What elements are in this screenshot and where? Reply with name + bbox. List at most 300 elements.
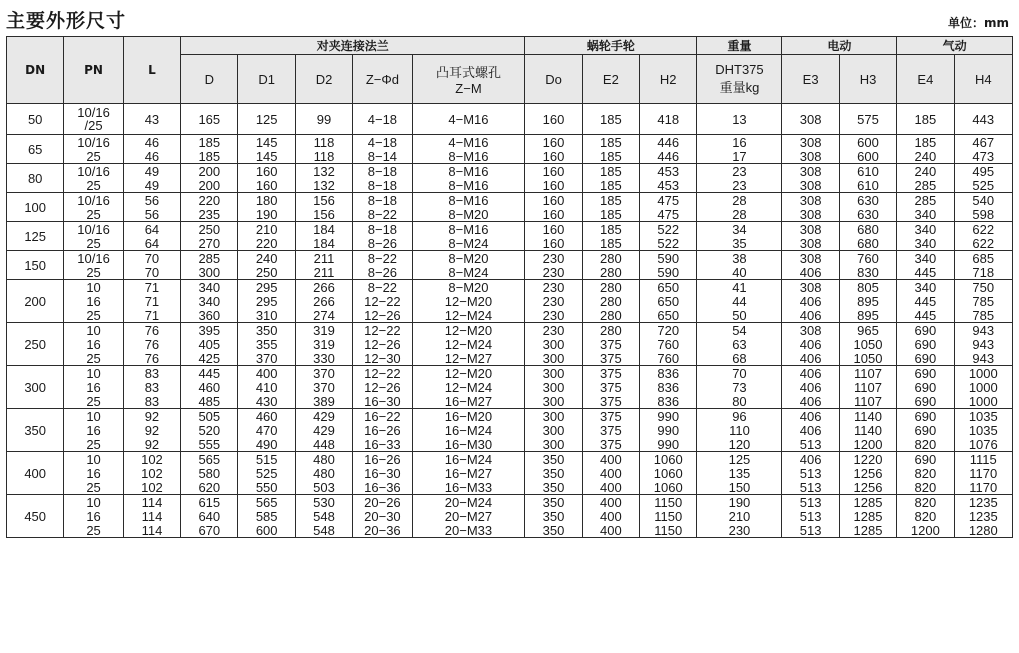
cell-zm: 8−M16 [412, 222, 525, 237]
cell-do: 300 [525, 380, 582, 394]
cell-h3: 895 [839, 308, 896, 323]
cell-pn: 16 [64, 509, 123, 523]
table-row [7, 294, 1013, 308]
cell-e4: 240 [897, 164, 954, 179]
cell-e4: 690 [897, 409, 954, 424]
cell-l: 56 [123, 207, 180, 222]
table-row [7, 222, 1013, 237]
cell-w: 35 [697, 236, 782, 251]
cell-e4: 185 [897, 135, 954, 150]
cell-pn: 10/16 [64, 164, 123, 179]
cell-e3: 406 [782, 394, 839, 409]
cell-d: 200 [181, 164, 238, 179]
cell-e3: 308 [782, 323, 839, 338]
cell-pn: 10/16 /25 [64, 104, 123, 135]
cell-zphid: 12−22 [353, 294, 412, 308]
table-row [7, 308, 1013, 323]
cell-h3: 1050 [839, 351, 896, 366]
cell-do: 350 [525, 452, 582, 467]
cell-d2: 530 [295, 495, 352, 510]
cell-h3: 1140 [839, 423, 896, 437]
cell-e2: 375 [582, 423, 639, 437]
cell-d: 565 [181, 452, 238, 467]
cell-do: 160 [525, 149, 582, 164]
cell-e3: 308 [782, 207, 839, 222]
cell-e2: 375 [582, 351, 639, 366]
table-row [7, 366, 1013, 381]
table-row [7, 523, 1013, 538]
cell-d2: 429 [295, 409, 352, 424]
cell-d2: 132 [295, 164, 352, 179]
cell-h4: 1000 [954, 394, 1012, 409]
cell-e2: 375 [582, 437, 639, 452]
header-group-flange: 对夹连接法兰 [181, 37, 525, 55]
cell-e2: 400 [582, 495, 639, 510]
cell-pn: 16 [64, 337, 123, 351]
cell-l: 83 [123, 380, 180, 394]
cell-zm: 12−M24 [412, 337, 525, 351]
cell-zphid: 16−36 [353, 480, 412, 495]
cell-dn: 80 [7, 164, 64, 193]
cell-d: 460 [181, 380, 238, 394]
cell-zphid: 16−26 [353, 452, 412, 467]
cell-w: 16 [697, 135, 782, 150]
cell-d2: 480 [295, 466, 352, 480]
cell-h3: 1220 [839, 452, 896, 467]
cell-pn: 25 [64, 437, 123, 452]
cell-h4: 1235 [954, 509, 1012, 523]
cell-zm: 8−M20 [412, 251, 525, 266]
cell-d2: 184 [295, 236, 352, 251]
cell-d1: 160 [238, 178, 295, 193]
cell-zm: 16−M30 [412, 437, 525, 452]
cell-e3: 406 [782, 423, 839, 437]
header-e4: E4 [897, 55, 954, 104]
cell-h4: 443 [954, 104, 1012, 135]
cell-d: 250 [181, 222, 238, 237]
cell-w: 34 [697, 222, 782, 237]
cell-e2: 185 [582, 236, 639, 251]
cell-h3: 1107 [839, 380, 896, 394]
cell-do: 160 [525, 135, 582, 150]
cell-h3: 1140 [839, 409, 896, 424]
cell-l: 76 [123, 337, 180, 351]
cell-e3: 308 [782, 149, 839, 164]
cell-h2: 453 [640, 164, 697, 179]
header-do: Do [525, 55, 582, 104]
table-row [7, 409, 1013, 424]
cell-w: 44 [697, 294, 782, 308]
cell-e2: 185 [582, 222, 639, 237]
cell-w: 210 [697, 509, 782, 523]
cell-d1: 550 [238, 480, 295, 495]
table-row [7, 394, 1013, 409]
cell-h4: 495 [954, 164, 1012, 179]
cell-e3: 513 [782, 437, 839, 452]
cell-do: 230 [525, 308, 582, 323]
table-row [7, 452, 1013, 467]
cell-do: 300 [525, 337, 582, 351]
cell-do: 300 [525, 409, 582, 424]
cell-d2: 429 [295, 423, 352, 437]
cell-d: 200 [181, 178, 238, 193]
cell-dn: 50 [7, 104, 64, 135]
cell-h2: 1060 [640, 466, 697, 480]
cell-e2: 185 [582, 207, 639, 222]
cell-do: 350 [525, 509, 582, 523]
cell-l: 83 [123, 366, 180, 381]
cell-h4: 943 [954, 337, 1012, 351]
cell-e3: 406 [782, 380, 839, 394]
cell-l: 76 [123, 351, 180, 366]
header-d1: D1 [238, 55, 295, 104]
cell-e4: 445 [897, 308, 954, 323]
cell-e4: 340 [897, 251, 954, 266]
cell-l: 102 [123, 480, 180, 495]
cell-h3: 1107 [839, 366, 896, 381]
cell-d1: 490 [238, 437, 295, 452]
cell-e4: 1200 [897, 523, 954, 538]
cell-d1: 600 [238, 523, 295, 538]
cell-do: 160 [525, 222, 582, 237]
cell-w: 135 [697, 466, 782, 480]
cell-zm: 16−M24 [412, 452, 525, 467]
cell-e2: 280 [582, 323, 639, 338]
cell-h3: 965 [839, 323, 896, 338]
cell-d2: 156 [295, 193, 352, 208]
cell-d: 235 [181, 207, 238, 222]
cell-w: 40 [697, 265, 782, 280]
cell-h4: 943 [954, 351, 1012, 366]
cell-e4: 820 [897, 509, 954, 523]
cell-zm: 8−M16 [412, 164, 525, 179]
cell-d1: 430 [238, 394, 295, 409]
cell-e3: 406 [782, 265, 839, 280]
cell-w: 230 [697, 523, 782, 538]
table-row [7, 149, 1013, 164]
table-row [7, 178, 1013, 193]
cell-d: 220 [181, 193, 238, 208]
header-l: L [123, 37, 180, 104]
cell-l: 70 [123, 265, 180, 280]
cell-e2: 185 [582, 193, 639, 208]
cell-e2: 375 [582, 394, 639, 409]
cell-l: 76 [123, 323, 180, 338]
table-row [7, 466, 1013, 480]
cell-h2: 990 [640, 423, 697, 437]
cell-h2: 1060 [640, 480, 697, 495]
cell-e3: 308 [782, 193, 839, 208]
cell-e4: 820 [897, 466, 954, 480]
cell-zphid: 16−33 [353, 437, 412, 452]
cell-l: 43 [123, 104, 180, 135]
cell-e2: 280 [582, 294, 639, 308]
cell-pn: 16 [64, 423, 123, 437]
header-h2: H2 [640, 55, 697, 104]
cell-l: 71 [123, 280, 180, 295]
cell-d1: 295 [238, 294, 295, 308]
cell-zphid: 8−22 [353, 207, 412, 222]
cell-d: 445 [181, 366, 238, 381]
header-e3: E3 [782, 55, 839, 104]
header-group-weight: 重量 [697, 37, 782, 55]
cell-h4: 1000 [954, 380, 1012, 394]
cell-e3: 308 [782, 280, 839, 295]
cell-h4: 540 [954, 193, 1012, 208]
cell-zphid: 8−18 [353, 193, 412, 208]
cell-pn: 25 [64, 236, 123, 251]
cell-pn: 10/16 [64, 193, 123, 208]
cell-d2: 448 [295, 437, 352, 452]
table-row [7, 265, 1013, 280]
cell-pn: 10 [64, 323, 123, 338]
table-row [7, 193, 1013, 208]
cell-h3: 610 [839, 164, 896, 179]
cell-zphid: 12−26 [353, 380, 412, 394]
cell-e3: 308 [782, 104, 839, 135]
cell-h3: 1285 [839, 495, 896, 510]
cell-zm: 12−M20 [412, 323, 525, 338]
cell-h2: 446 [640, 135, 697, 150]
header-weight-line1: DHT375 [715, 62, 764, 77]
cell-zm: 20−M27 [412, 509, 525, 523]
cell-do: 230 [525, 251, 582, 266]
cell-h2: 418 [640, 104, 697, 135]
cell-w: 73 [697, 380, 782, 394]
cell-do: 160 [525, 164, 582, 179]
cell-d: 405 [181, 337, 238, 351]
cell-d: 620 [181, 480, 238, 495]
table-row [7, 104, 1013, 135]
table-row [7, 380, 1013, 394]
page-title: 主要外形尺寸 [6, 10, 127, 32]
cell-dn: 65 [7, 135, 64, 164]
cell-h3: 610 [839, 178, 896, 193]
cell-e3: 406 [782, 351, 839, 366]
cell-h2: 836 [640, 366, 697, 381]
cell-h2: 836 [640, 380, 697, 394]
cell-w: 23 [697, 178, 782, 193]
cell-e4: 285 [897, 178, 954, 193]
cell-e2: 280 [582, 251, 639, 266]
cell-d: 270 [181, 236, 238, 251]
cell-zm: 20−M33 [412, 523, 525, 538]
cell-d1: 370 [238, 351, 295, 366]
cell-h3: 600 [839, 149, 896, 164]
cell-do: 160 [525, 236, 582, 251]
cell-zphid: 12−26 [353, 308, 412, 323]
cell-h2: 650 [640, 280, 697, 295]
cell-do: 300 [525, 394, 582, 409]
cell-h3: 575 [839, 104, 896, 135]
cell-zm: 12−M27 [412, 351, 525, 366]
cell-d1: 565 [238, 495, 295, 510]
cell-zm: 8−M20 [412, 207, 525, 222]
cell-d1: 160 [238, 164, 295, 179]
cell-h2: 650 [640, 308, 697, 323]
cell-e2: 185 [582, 178, 639, 193]
cell-do: 230 [525, 265, 582, 280]
cell-d: 670 [181, 523, 238, 538]
cell-e4: 820 [897, 495, 954, 510]
cell-e4: 445 [897, 294, 954, 308]
cell-h2: 590 [640, 265, 697, 280]
cell-pn: 10 [64, 409, 123, 424]
table-row [7, 207, 1013, 222]
cell-l: 56 [123, 193, 180, 208]
cell-w: 190 [697, 495, 782, 510]
cell-d1: 400 [238, 366, 295, 381]
cell-zm: 16−M24 [412, 423, 525, 437]
table-row [7, 423, 1013, 437]
cell-e3: 406 [782, 308, 839, 323]
cell-zphid: 12−22 [353, 323, 412, 338]
cell-pn: 25 [64, 207, 123, 222]
cell-e3: 308 [782, 135, 839, 150]
cell-e3: 406 [782, 366, 839, 381]
cell-h4: 1280 [954, 523, 1012, 538]
cell-e3: 308 [782, 164, 839, 179]
cell-d2: 370 [295, 366, 352, 381]
cell-h3: 895 [839, 294, 896, 308]
cell-dn: 200 [7, 280, 64, 323]
cell-w: 23 [697, 164, 782, 179]
cell-d: 340 [181, 294, 238, 308]
cell-d2: 211 [295, 251, 352, 266]
cell-e3: 406 [782, 294, 839, 308]
cell-l: 102 [123, 452, 180, 467]
header-h3: H3 [839, 55, 896, 104]
cell-h2: 990 [640, 437, 697, 452]
cell-e3: 513 [782, 523, 839, 538]
cell-l: 64 [123, 222, 180, 237]
cell-d2: 319 [295, 337, 352, 351]
cell-d2: 211 [295, 265, 352, 280]
cell-h3: 1256 [839, 466, 896, 480]
cell-d1: 355 [238, 337, 295, 351]
cell-w: 150 [697, 480, 782, 495]
cell-e3: 513 [782, 509, 839, 523]
cell-w: 63 [697, 337, 782, 351]
cell-l: 46 [123, 149, 180, 164]
cell-d2: 503 [295, 480, 352, 495]
cell-zm: 12−M20 [412, 294, 525, 308]
cell-pn: 25 [64, 178, 123, 193]
header-group-worm: 蜗轮手轮 [525, 37, 697, 55]
cell-d: 165 [181, 104, 238, 135]
cell-h4: 622 [954, 236, 1012, 251]
cell-d2: 99 [295, 104, 352, 135]
cell-e2: 280 [582, 308, 639, 323]
cell-h2: 446 [640, 149, 697, 164]
cell-w: 28 [697, 193, 782, 208]
cell-e4: 690 [897, 351, 954, 366]
cell-zm: 12−M24 [412, 380, 525, 394]
cell-h2: 1060 [640, 452, 697, 467]
cell-d2: 118 [295, 149, 352, 164]
cell-do: 350 [525, 480, 582, 495]
cell-e4: 340 [897, 236, 954, 251]
cell-l: 114 [123, 523, 180, 538]
cell-pn: 25 [64, 149, 123, 164]
cell-h4: 785 [954, 308, 1012, 323]
cell-pn: 25 [64, 394, 123, 409]
cell-zm: 12−M20 [412, 366, 525, 381]
cell-h3: 1050 [839, 337, 896, 351]
table-row [7, 236, 1013, 251]
cell-pn: 10/16 [64, 222, 123, 237]
cell-zphid: 20−30 [353, 509, 412, 523]
cell-h2: 836 [640, 394, 697, 409]
cell-e2: 400 [582, 523, 639, 538]
table-row [7, 480, 1013, 495]
cell-e2: 185 [582, 149, 639, 164]
cell-w: 28 [697, 207, 782, 222]
cell-do: 350 [525, 466, 582, 480]
cell-e4: 240 [897, 149, 954, 164]
table-row [7, 509, 1013, 523]
cell-d: 580 [181, 466, 238, 480]
cell-do: 300 [525, 437, 582, 452]
cell-do: 300 [525, 423, 582, 437]
cell-d: 555 [181, 437, 238, 452]
cell-e4: 285 [897, 193, 954, 208]
cell-e4: 445 [897, 265, 954, 280]
cell-w: 110 [697, 423, 782, 437]
cell-e2: 280 [582, 265, 639, 280]
cell-l: 64 [123, 236, 180, 251]
cell-e3: 513 [782, 480, 839, 495]
cell-e3: 513 [782, 466, 839, 480]
cell-d2: 389 [295, 394, 352, 409]
cell-do: 300 [525, 351, 582, 366]
header-dn: DN [7, 37, 64, 104]
cell-e3: 406 [782, 337, 839, 351]
cell-l: 102 [123, 466, 180, 480]
cell-pn: 10 [64, 495, 123, 510]
cell-w: 70 [697, 366, 782, 381]
cell-d: 485 [181, 394, 238, 409]
cell-h3: 760 [839, 251, 896, 266]
cell-d: 640 [181, 509, 238, 523]
cell-d1: 310 [238, 308, 295, 323]
cell-h2: 990 [640, 409, 697, 424]
cell-dn: 250 [7, 323, 64, 366]
cell-h4: 1035 [954, 409, 1012, 424]
header-group-pneumatic: 气动 [897, 37, 1013, 55]
table-row [7, 135, 1013, 150]
header-bolt-line1: 凸耳式螺孔 [435, 65, 501, 80]
table-body [7, 104, 1013, 538]
header-h4: H4 [954, 55, 1012, 104]
cell-pn: 25 [64, 480, 123, 495]
table-row [7, 251, 1013, 266]
cell-zm: 20−M24 [412, 495, 525, 510]
cell-zphid: 8−18 [353, 178, 412, 193]
cell-zphid: 8−26 [353, 236, 412, 251]
cell-e3: 406 [782, 452, 839, 467]
cell-d2: 330 [295, 351, 352, 366]
header-pn: PN [64, 37, 123, 104]
cell-w: 96 [697, 409, 782, 424]
cell-zphid: 8−26 [353, 265, 412, 280]
cell-l: 71 [123, 294, 180, 308]
cell-d: 285 [181, 251, 238, 266]
unit-label: 单位：mm [947, 16, 1009, 30]
cell-zphid: 16−22 [353, 409, 412, 424]
header-weight [697, 55, 782, 104]
dimensions-table [6, 36, 1013, 538]
